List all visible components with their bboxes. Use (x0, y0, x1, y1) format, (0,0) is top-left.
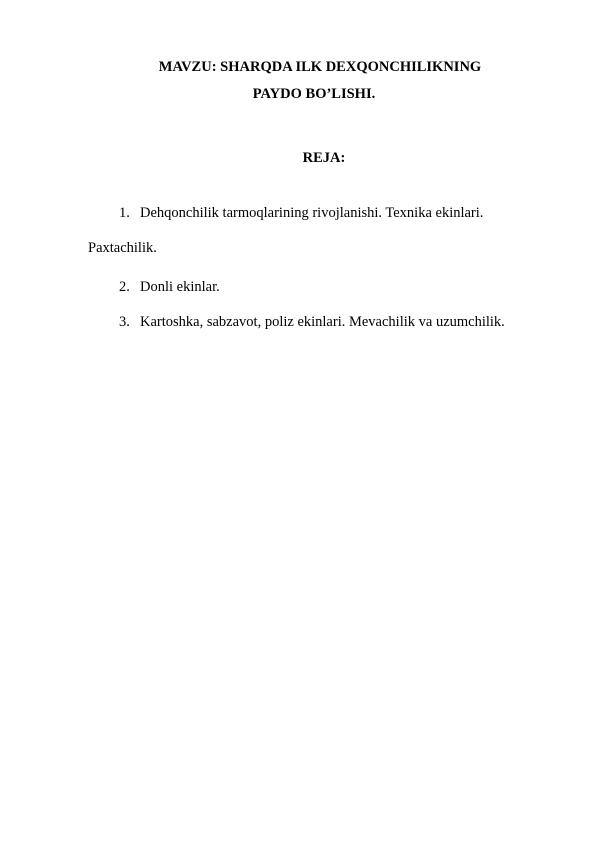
list-item-number: 1. (119, 205, 130, 221)
list-item-text: Kartoshka, sabzavot, poliz ekinlari. Mevachilik va uzumchilik. (140, 314, 505, 330)
list-item-text: Dehqonchilik tarmoqlarining rivojlanishi. Texnika ekinlari. (140, 205, 484, 221)
list-item-number: 2. (119, 279, 130, 295)
list-item-continuation-text: Paxtachilik. (88, 240, 157, 256)
document-title-line-2: PAYDO BO’LISHI. (252, 86, 376, 102)
list-item-number: 3. (119, 314, 130, 330)
list-item-text: Donli ekinlar. (140, 279, 220, 295)
plan-heading: REJA: (302, 150, 346, 166)
document-title-line-1: MAVZU: SHARQDA ILK DEXQONCHILIKNING (158, 59, 482, 75)
